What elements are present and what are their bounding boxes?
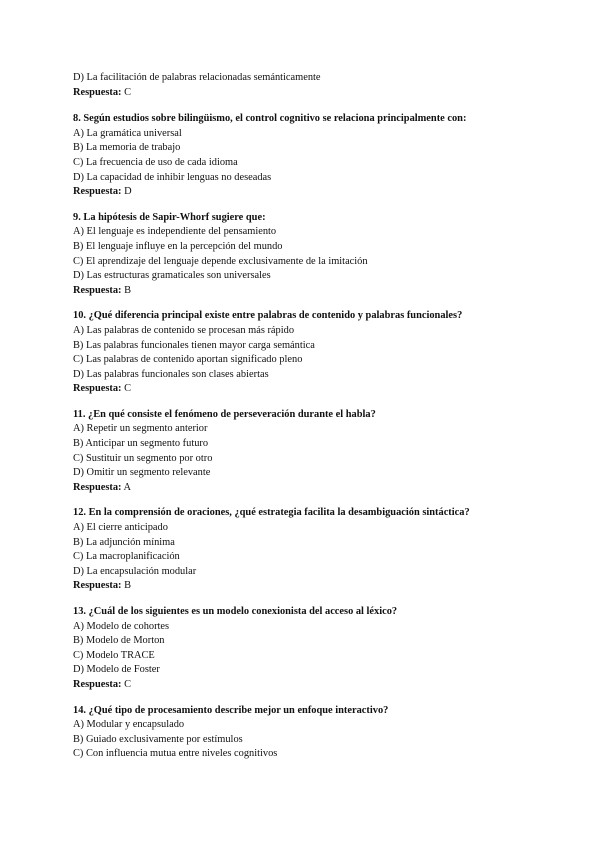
answer-value: C <box>124 678 132 690</box>
option-d: D) La encapsulación modular <box>73 565 197 577</box>
answer-label: Respuesta: <box>73 86 122 98</box>
answer-value: D <box>124 186 132 198</box>
option-a: A) El cierre anticipado <box>73 522 168 534</box>
option-a: A) Modelo de cohortes <box>73 620 170 632</box>
option-c: C) La macroplanificación <box>73 551 180 563</box>
answer-line <box>73 678 543 693</box>
answer-label: Respuesta: <box>73 383 122 395</box>
answer-value: A <box>123 481 132 493</box>
answer-label: Respuesta: <box>73 284 122 296</box>
option-b: B) Guiado exclusivamente por estímulos <box>73 733 243 745</box>
answer-value: B <box>124 284 132 296</box>
question-title: 14. ¿Qué tipo de procesamiento describe mejor un enfoque interactivo? <box>73 704 389 716</box>
document-page <box>73 71 543 773</box>
question-10 <box>73 309 543 397</box>
answer-value: C <box>124 86 132 98</box>
answer-label: Respuesta: <box>73 186 122 198</box>
answer-label: Respuesta: <box>73 580 122 592</box>
option-d: D) La capacidad de inhibir lenguas no deseadas <box>73 171 272 183</box>
option-a: A) Repetir un segmento anterior <box>73 423 208 435</box>
option-b: B) Las palabras funcionales tienen mayor carga semántica <box>73 339 315 351</box>
question-title: 12. En la comprensión de oraciones, ¿qué estrategia facilita la desambiguación sintáctica? <box>73 507 470 519</box>
option-d: D) Omitir un segmento relevante <box>73 467 211 479</box>
answer-line <box>73 481 543 496</box>
answer-label: Respuesta: <box>73 678 122 690</box>
answer-line <box>73 382 543 397</box>
option-c: C) Con influencia mutua entre niveles cognitivos <box>73 748 278 760</box>
option-b: B) La adjunción mínima <box>73 536 175 548</box>
option-c: C) La frecuencia de uso de cada idioma <box>73 156 238 168</box>
question-13 <box>73 605 543 693</box>
option-b: B) La memoria de trabajo <box>73 142 181 154</box>
option-d: D) Modelo de Foster <box>73 664 160 676</box>
question-carryover <box>73 71 543 100</box>
option-a: A) Las palabras de contenido se procesan más rápido <box>73 324 295 336</box>
option-d: D) La facilitación de palabras relacionadas semánticamente <box>73 72 321 83</box>
option-c: C) Sustituir un segmento por otro <box>73 452 213 464</box>
option-a: A) La gramática universal <box>73 127 182 139</box>
option-d: D) Las estructuras gramaticales son universales <box>73 270 271 282</box>
option-d: D) Las palabras funcionales son clases abiertas <box>73 368 269 380</box>
question-title: 13. ¿Cuál de los siguientes es un modelo conexionista del acceso al léxico? <box>73 606 398 617</box>
option-c: C) El aprendizaje del lenguaje depende exclusivamente de la imitación <box>73 255 368 267</box>
answer-line <box>73 86 543 101</box>
option-c: C) Las palabras de contenido aportan significado pleno <box>73 354 303 366</box>
answer-value: B <box>124 580 132 592</box>
question-title: 8. Según estudios sobre bilingüismo, el control cognitivo se relaciona principalmente con: <box>73 113 467 125</box>
answer-label: Respuesta: <box>73 481 122 493</box>
question-title: 10. ¿Qué diferencia principal existe entre palabras de contenido y palabras funcionales? <box>73 310 463 322</box>
answer-line <box>73 185 543 200</box>
question-12 <box>73 506 543 594</box>
question-8 <box>73 112 543 200</box>
question-14 <box>73 704 543 762</box>
question-11 <box>73 408 543 496</box>
answer-value: C <box>124 383 132 395</box>
option-b: B) Modelo de Morton <box>73 635 165 647</box>
option-c: C) Modelo TRACE <box>73 649 155 661</box>
option-b: B) Anticipar un segmento futuro <box>73 438 209 450</box>
option-a: A) Modular y encapsulado <box>73 719 185 731</box>
option-b: B) El lenguaje influye en la percepción del mundo <box>73 240 283 252</box>
question-title: 9. La hipótesis de Sapir-Whorf sugiere que: <box>73 211 266 223</box>
question-9 <box>73 211 543 299</box>
option-a: A) El lenguaje es independiente del pensamiento <box>73 226 277 238</box>
answer-line <box>73 579 543 594</box>
question-title: 11. ¿En qué consiste el fenómeno de perseveración durante el habla? <box>73 408 376 420</box>
answer-line <box>73 284 543 299</box>
